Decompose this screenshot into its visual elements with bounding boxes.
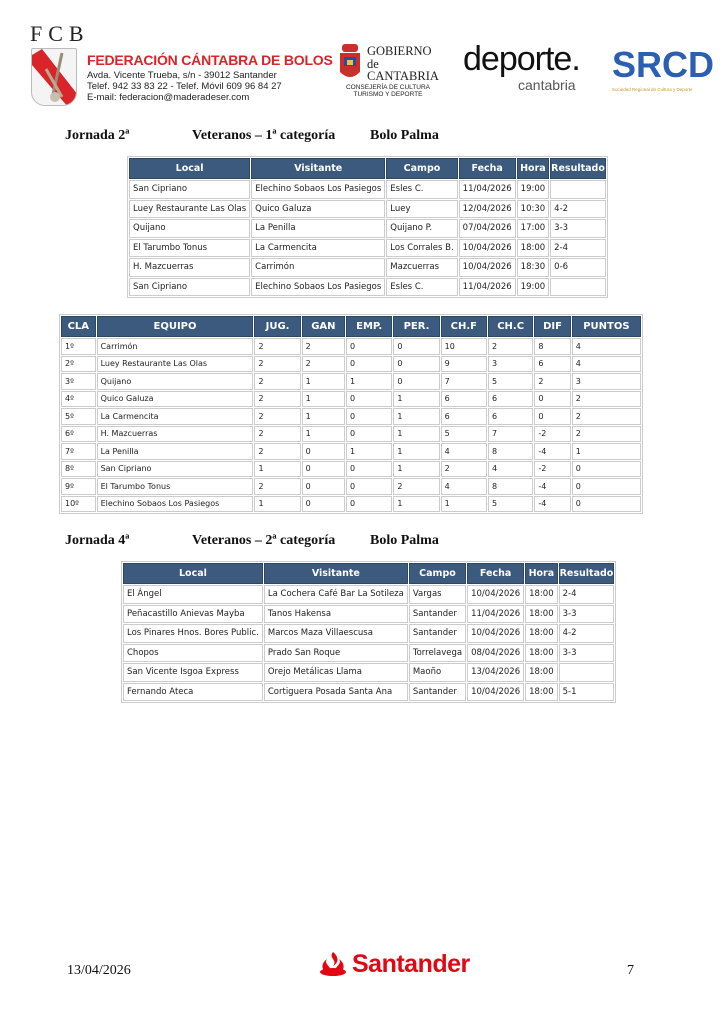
table-header-row <box>129 158 606 179</box>
table-cell: 10º <box>61 496 96 513</box>
column-header: CH.C <box>488 316 533 337</box>
table-cell: 3º <box>61 373 96 390</box>
table-row <box>123 663 614 682</box>
table-cell: -2 <box>534 426 570 443</box>
table-cell: Quijano P. <box>386 219 457 238</box>
table-cell: -4 <box>534 478 570 495</box>
table-cell: 2 <box>302 338 345 355</box>
table-cell: 6 <box>534 356 570 373</box>
table-cell: Elechino Sobaos Los Pasiegos <box>97 496 254 513</box>
table-cell: 8º <box>61 461 96 478</box>
table-cell: Quico Galuza <box>97 391 254 408</box>
table-row <box>129 219 606 238</box>
table-cell: 0 <box>346 461 392 478</box>
table-cell: La Cochera Café Bar La Sotileza <box>264 585 408 604</box>
table-cell: 10/04/2026 <box>467 624 524 643</box>
table-cell: San Cipriano <box>129 278 250 297</box>
table-row <box>61 338 641 355</box>
table-cell: 2 <box>393 478 439 495</box>
table-cell: 2 <box>254 408 300 425</box>
table-cell: 0 <box>572 461 641 478</box>
sponsor-name: Santander <box>352 950 470 978</box>
table-cell: Carrimón <box>251 258 385 277</box>
table-row <box>61 461 641 478</box>
federation-name: FEDERACIÓN CÁNTABRA DE BOLOS <box>87 52 333 68</box>
table-cell: Santander <box>409 624 466 643</box>
table-cell: 5-1 <box>559 683 615 702</box>
table-cell: 07/04/2026 <box>459 219 516 238</box>
consejeria-line: CONSEJERÍA DE CULTURA <box>345 84 431 91</box>
table-cell: Santander <box>409 605 466 624</box>
matches-table-2 <box>121 561 616 703</box>
table-cell: 10/04/2026 <box>467 683 524 702</box>
table-cell: Tanos Hakensa <box>264 605 408 624</box>
table-cell: Luey <box>386 200 457 219</box>
column-header: PUNTOS <box>572 316 641 337</box>
table-cell: 2 <box>254 356 300 373</box>
table-cell: Orejo Metálicas Llama <box>264 663 408 682</box>
table-cell: 2-4 <box>550 239 606 258</box>
table-cell: 1º <box>61 338 96 355</box>
table-cell: 1 <box>302 426 345 443</box>
table-cell: 18:30 <box>517 258 550 277</box>
gobierno-line: de <box>367 56 379 71</box>
column-header: Hora <box>525 563 558 584</box>
table-cell: 7º <box>61 443 96 460</box>
table-cell: 0 <box>346 356 392 373</box>
gobierno-cantabria-logo-text <box>367 45 439 83</box>
table-cell: 3-3 <box>559 644 615 663</box>
deporte-cantabria-logo: deporte. <box>463 40 580 78</box>
column-header: GAN <box>302 316 345 337</box>
table-cell: 1 <box>302 391 345 408</box>
table-cell: 0 <box>346 496 392 513</box>
table-cell: 18:00 <box>525 624 558 643</box>
table-cell: 4 <box>572 356 641 373</box>
table-cell: 0 <box>572 496 641 513</box>
table-cell: 4 <box>441 443 487 460</box>
table-row <box>129 239 606 258</box>
column-header: Resultado <box>550 158 606 179</box>
table-cell: 18:00 <box>525 663 558 682</box>
table-cell: 8 <box>488 443 533 460</box>
table-cell: San Cipriano <box>97 461 254 478</box>
table-cell: 1 <box>302 373 345 390</box>
table-cell: 5 <box>488 373 533 390</box>
table-cell: 18:00 <box>517 239 550 258</box>
column-header: PER. <box>393 316 439 337</box>
table-cell: Los Pinares Hnos. Bores Public. <box>123 624 263 643</box>
table-cell: 0 <box>534 408 570 425</box>
column-header: Local <box>123 563 263 584</box>
table-cell: 17:00 <box>517 219 550 238</box>
table-cell: 11/04/2026 <box>467 605 524 624</box>
table-cell: La Penilla <box>251 219 385 238</box>
fcb-shield-logo <box>31 48 77 106</box>
table-cell: 0 <box>346 426 392 443</box>
table-cell: 4-2 <box>550 200 606 219</box>
table-cell: 7 <box>441 373 487 390</box>
table-cell <box>550 180 606 199</box>
column-header: Local <box>129 158 250 179</box>
cantabria-coat-of-arms-icon <box>338 44 362 87</box>
table-cell: 10/04/2026 <box>467 585 524 604</box>
table-cell: Peñacastillo Anievas Mayba <box>123 605 263 624</box>
table-cell: Los Corrales B. <box>386 239 457 258</box>
santander-flame-icon <box>318 950 348 978</box>
table-cell: Quijano <box>129 219 250 238</box>
table-cell: 2 <box>488 338 533 355</box>
table-cell: 2 <box>254 373 300 390</box>
column-header: CLA <box>61 316 96 337</box>
category-heading: Veteranos – 2ª categoría <box>192 533 336 548</box>
table-cell: 18:00 <box>525 644 558 663</box>
table-cell: 12/04/2026 <box>459 200 516 219</box>
column-header: Campo <box>409 563 466 584</box>
column-header: Visitante <box>264 563 408 584</box>
table-cell: 4 <box>572 338 641 355</box>
column-header: EMP. <box>346 316 392 337</box>
table-cell: 2-4 <box>559 585 615 604</box>
table-cell: 0 <box>346 338 392 355</box>
table-cell: 0 <box>302 443 345 460</box>
srcd-subtitle: Sociedad Regional de Cultura y Deporte <box>612 87 693 92</box>
table-row <box>129 258 606 277</box>
table-cell: 3-3 <box>559 605 615 624</box>
table-row <box>61 426 641 443</box>
table-cell: 1 <box>393 426 439 443</box>
matches-table-1 <box>127 156 608 298</box>
table-cell: -2 <box>534 461 570 478</box>
table-cell: H. Mazcuerras <box>129 258 250 277</box>
deporte-cantabria-sub: cantabria <box>518 77 576 93</box>
table-cell: 6 <box>488 408 533 425</box>
table-row <box>123 683 614 702</box>
table-cell: Chopos <box>123 644 263 663</box>
modality-heading: Bolo Palma <box>370 533 439 548</box>
table-cell: 4 <box>441 478 487 495</box>
page-number: 7 <box>627 963 634 978</box>
table-cell: 3 <box>488 356 533 373</box>
jornada-heading: Jornada 4ª <box>65 533 130 548</box>
table-cell: 6 <box>488 391 533 408</box>
table-cell: 5º <box>61 408 96 425</box>
table-cell: El Tarumbo Tonus <box>97 478 254 495</box>
srcd-logo: SRCD <box>612 44 715 85</box>
table-row <box>123 585 614 604</box>
table-row <box>61 443 641 460</box>
table-cell: El Tarumbo Tonus <box>129 239 250 258</box>
footer-date: 13/04/2026 <box>67 963 131 978</box>
table-row <box>129 180 606 199</box>
table-cell: 10 <box>441 338 487 355</box>
category-heading: Veteranos – 1ª categoría <box>192 128 336 143</box>
table-cell: 6º <box>61 426 96 443</box>
table-cell: Quijano <box>97 373 254 390</box>
gobierno-line: GOBIERNO <box>367 44 432 58</box>
table-cell: 1 <box>254 496 300 513</box>
consejeria-text <box>338 84 438 98</box>
table-cell: Esles C. <box>386 180 457 199</box>
table-cell: 9º <box>61 478 96 495</box>
table-cell: 13/04/2026 <box>467 663 524 682</box>
table-row <box>61 496 641 513</box>
table-row <box>61 356 641 373</box>
table-cell: 19:00 <box>517 278 550 297</box>
table-cell: 1 <box>393 443 439 460</box>
table-cell: Vargas <box>409 585 466 604</box>
table-cell: Esles C. <box>386 278 457 297</box>
table-cell: Maoño <box>409 663 466 682</box>
table-cell: 18:00 <box>525 683 558 702</box>
table-cell: 8 <box>534 338 570 355</box>
table-cell: 1 <box>346 443 392 460</box>
table-cell: 0-6 <box>550 258 606 277</box>
table-cell: Luey Restaurante Las Olas <box>129 200 250 219</box>
table-cell: Elechino Sobaos Los Pasiegos <box>251 180 385 199</box>
table-cell: 1 <box>572 443 641 460</box>
table-cell: 1 <box>441 496 487 513</box>
table-row <box>123 644 614 663</box>
column-header: CH.F <box>441 316 487 337</box>
table-cell: 1 <box>393 408 439 425</box>
column-header: DIF <box>534 316 570 337</box>
table-cell: Fernando Ateca <box>123 683 263 702</box>
table-cell: San Cipriano <box>129 180 250 199</box>
modality-heading: Bolo Palma <box>370 128 439 143</box>
table-cell: 0 <box>346 391 392 408</box>
table-cell: 1 <box>302 408 345 425</box>
federation-email: E-mail: federacion@maderadeser.com <box>87 92 250 103</box>
table-cell: 1 <box>346 373 392 390</box>
table-cell: 11/04/2026 <box>459 278 516 297</box>
table-cell: 2 <box>572 408 641 425</box>
table-cell: El Ángel <box>123 585 263 604</box>
table-cell: 4-2 <box>559 624 615 643</box>
table-row <box>123 605 614 624</box>
gobierno-line: CANTABRIA <box>367 69 439 83</box>
table-cell: 0 <box>346 478 392 495</box>
table-cell: 9 <box>441 356 487 373</box>
table-row <box>61 391 641 408</box>
table-cell: 11/04/2026 <box>459 180 516 199</box>
table-cell: Torrelavega <box>409 644 466 663</box>
column-header: Fecha <box>467 563 524 584</box>
table-row <box>129 200 606 219</box>
table-cell: 0 <box>302 478 345 495</box>
table-cell: 8 <box>488 478 533 495</box>
table-cell: 10/04/2026 <box>459 258 516 277</box>
table-cell: 2 <box>254 338 300 355</box>
federation-phones: Telef. 942 33 83 22 - Telef. Móvil 609 96 84 27 <box>87 81 282 92</box>
table-cell: Cortiguera Posada Santa Ana <box>264 683 408 702</box>
table-cell: 3 <box>572 373 641 390</box>
table-cell: 0 <box>302 496 345 513</box>
table-cell: Prado San Roque <box>264 644 408 663</box>
table-row <box>61 373 641 390</box>
table-cell: 6 <box>441 391 487 408</box>
table-cell: H. Mazcuerras <box>97 426 254 443</box>
table-header-row <box>61 316 641 337</box>
table-cell: Carrimón <box>97 338 254 355</box>
table-cell: Marcos Maza Villaescusa <box>264 624 408 643</box>
table-cell: 10/04/2026 <box>459 239 516 258</box>
table-cell: 10:30 <box>517 200 550 219</box>
table-cell: 5 <box>488 496 533 513</box>
table-cell <box>550 278 606 297</box>
table-cell: 2º <box>61 356 96 373</box>
table-cell: 2 <box>534 373 570 390</box>
table-cell: 19:00 <box>517 180 550 199</box>
table-cell: 3-3 <box>550 219 606 238</box>
table-cell: Santander <box>409 683 466 702</box>
jornada-heading: Jornada 2ª <box>65 128 130 143</box>
table-cell: 0 <box>572 478 641 495</box>
table-cell: Elechino Sobaos Los Pasiegos <box>251 278 385 297</box>
table-cell: San Vicente Isgoa Express <box>123 663 263 682</box>
table-cell: -4 <box>534 496 570 513</box>
table-row <box>61 478 641 495</box>
table-cell: 18:00 <box>525 605 558 624</box>
table-cell: 2 <box>572 426 641 443</box>
table-cell: 1 <box>393 496 439 513</box>
table-cell: 2 <box>302 356 345 373</box>
table-cell: Mazcuerras <box>386 258 457 277</box>
table-header-row <box>123 563 614 584</box>
standings-table <box>59 314 643 514</box>
table-row <box>123 624 614 643</box>
santander-logo <box>318 950 470 978</box>
table-cell: Quico Galuza <box>251 200 385 219</box>
table-cell: 4º <box>61 391 96 408</box>
table-cell: 0 <box>393 373 439 390</box>
table-cell: La Carmencita <box>251 239 385 258</box>
table-cell: 18:00 <box>525 585 558 604</box>
table-cell: 08/04/2026 <box>467 644 524 663</box>
table-cell: 6 <box>441 408 487 425</box>
table-cell: 5 <box>441 426 487 443</box>
federation-address: Avda. Vicente Trueba, s/n - 39012 Santander <box>87 70 277 81</box>
table-cell: 2 <box>254 391 300 408</box>
table-cell: 0 <box>393 356 439 373</box>
column-header: Hora <box>517 158 550 179</box>
table-cell <box>559 663 615 682</box>
table-cell: 1 <box>393 461 439 478</box>
column-header: EQUIPO <box>97 316 254 337</box>
column-header: Campo <box>386 158 457 179</box>
table-cell: 0 <box>346 408 392 425</box>
table-cell: La Carmencita <box>97 408 254 425</box>
table-cell: 0 <box>534 391 570 408</box>
table-cell: La Penilla <box>97 443 254 460</box>
table-cell: -4 <box>534 443 570 460</box>
table-cell: 7 <box>488 426 533 443</box>
column-header: JUG. <box>254 316 300 337</box>
column-header: Visitante <box>251 158 385 179</box>
fcb-logo-letters: FCB <box>30 21 90 46</box>
table-row <box>61 408 641 425</box>
table-cell: 1 <box>254 461 300 478</box>
table-cell: 2 <box>254 426 300 443</box>
table-cell: 0 <box>302 461 345 478</box>
table-cell: 2 <box>441 461 487 478</box>
table-cell: 2 <box>254 478 300 495</box>
table-cell: 0 <box>393 338 439 355</box>
consejeria-line: TURISMO Y DEPORTE <box>353 91 423 98</box>
column-header: Fecha <box>459 158 516 179</box>
table-cell: 2 <box>254 443 300 460</box>
table-row <box>129 278 606 297</box>
table-cell: Luey Restaurante Las Olas <box>97 356 254 373</box>
column-header: Resultado <box>559 563 615 584</box>
table-cell: 2 <box>572 391 641 408</box>
table-cell: 4 <box>488 461 533 478</box>
table-cell: 1 <box>393 391 439 408</box>
